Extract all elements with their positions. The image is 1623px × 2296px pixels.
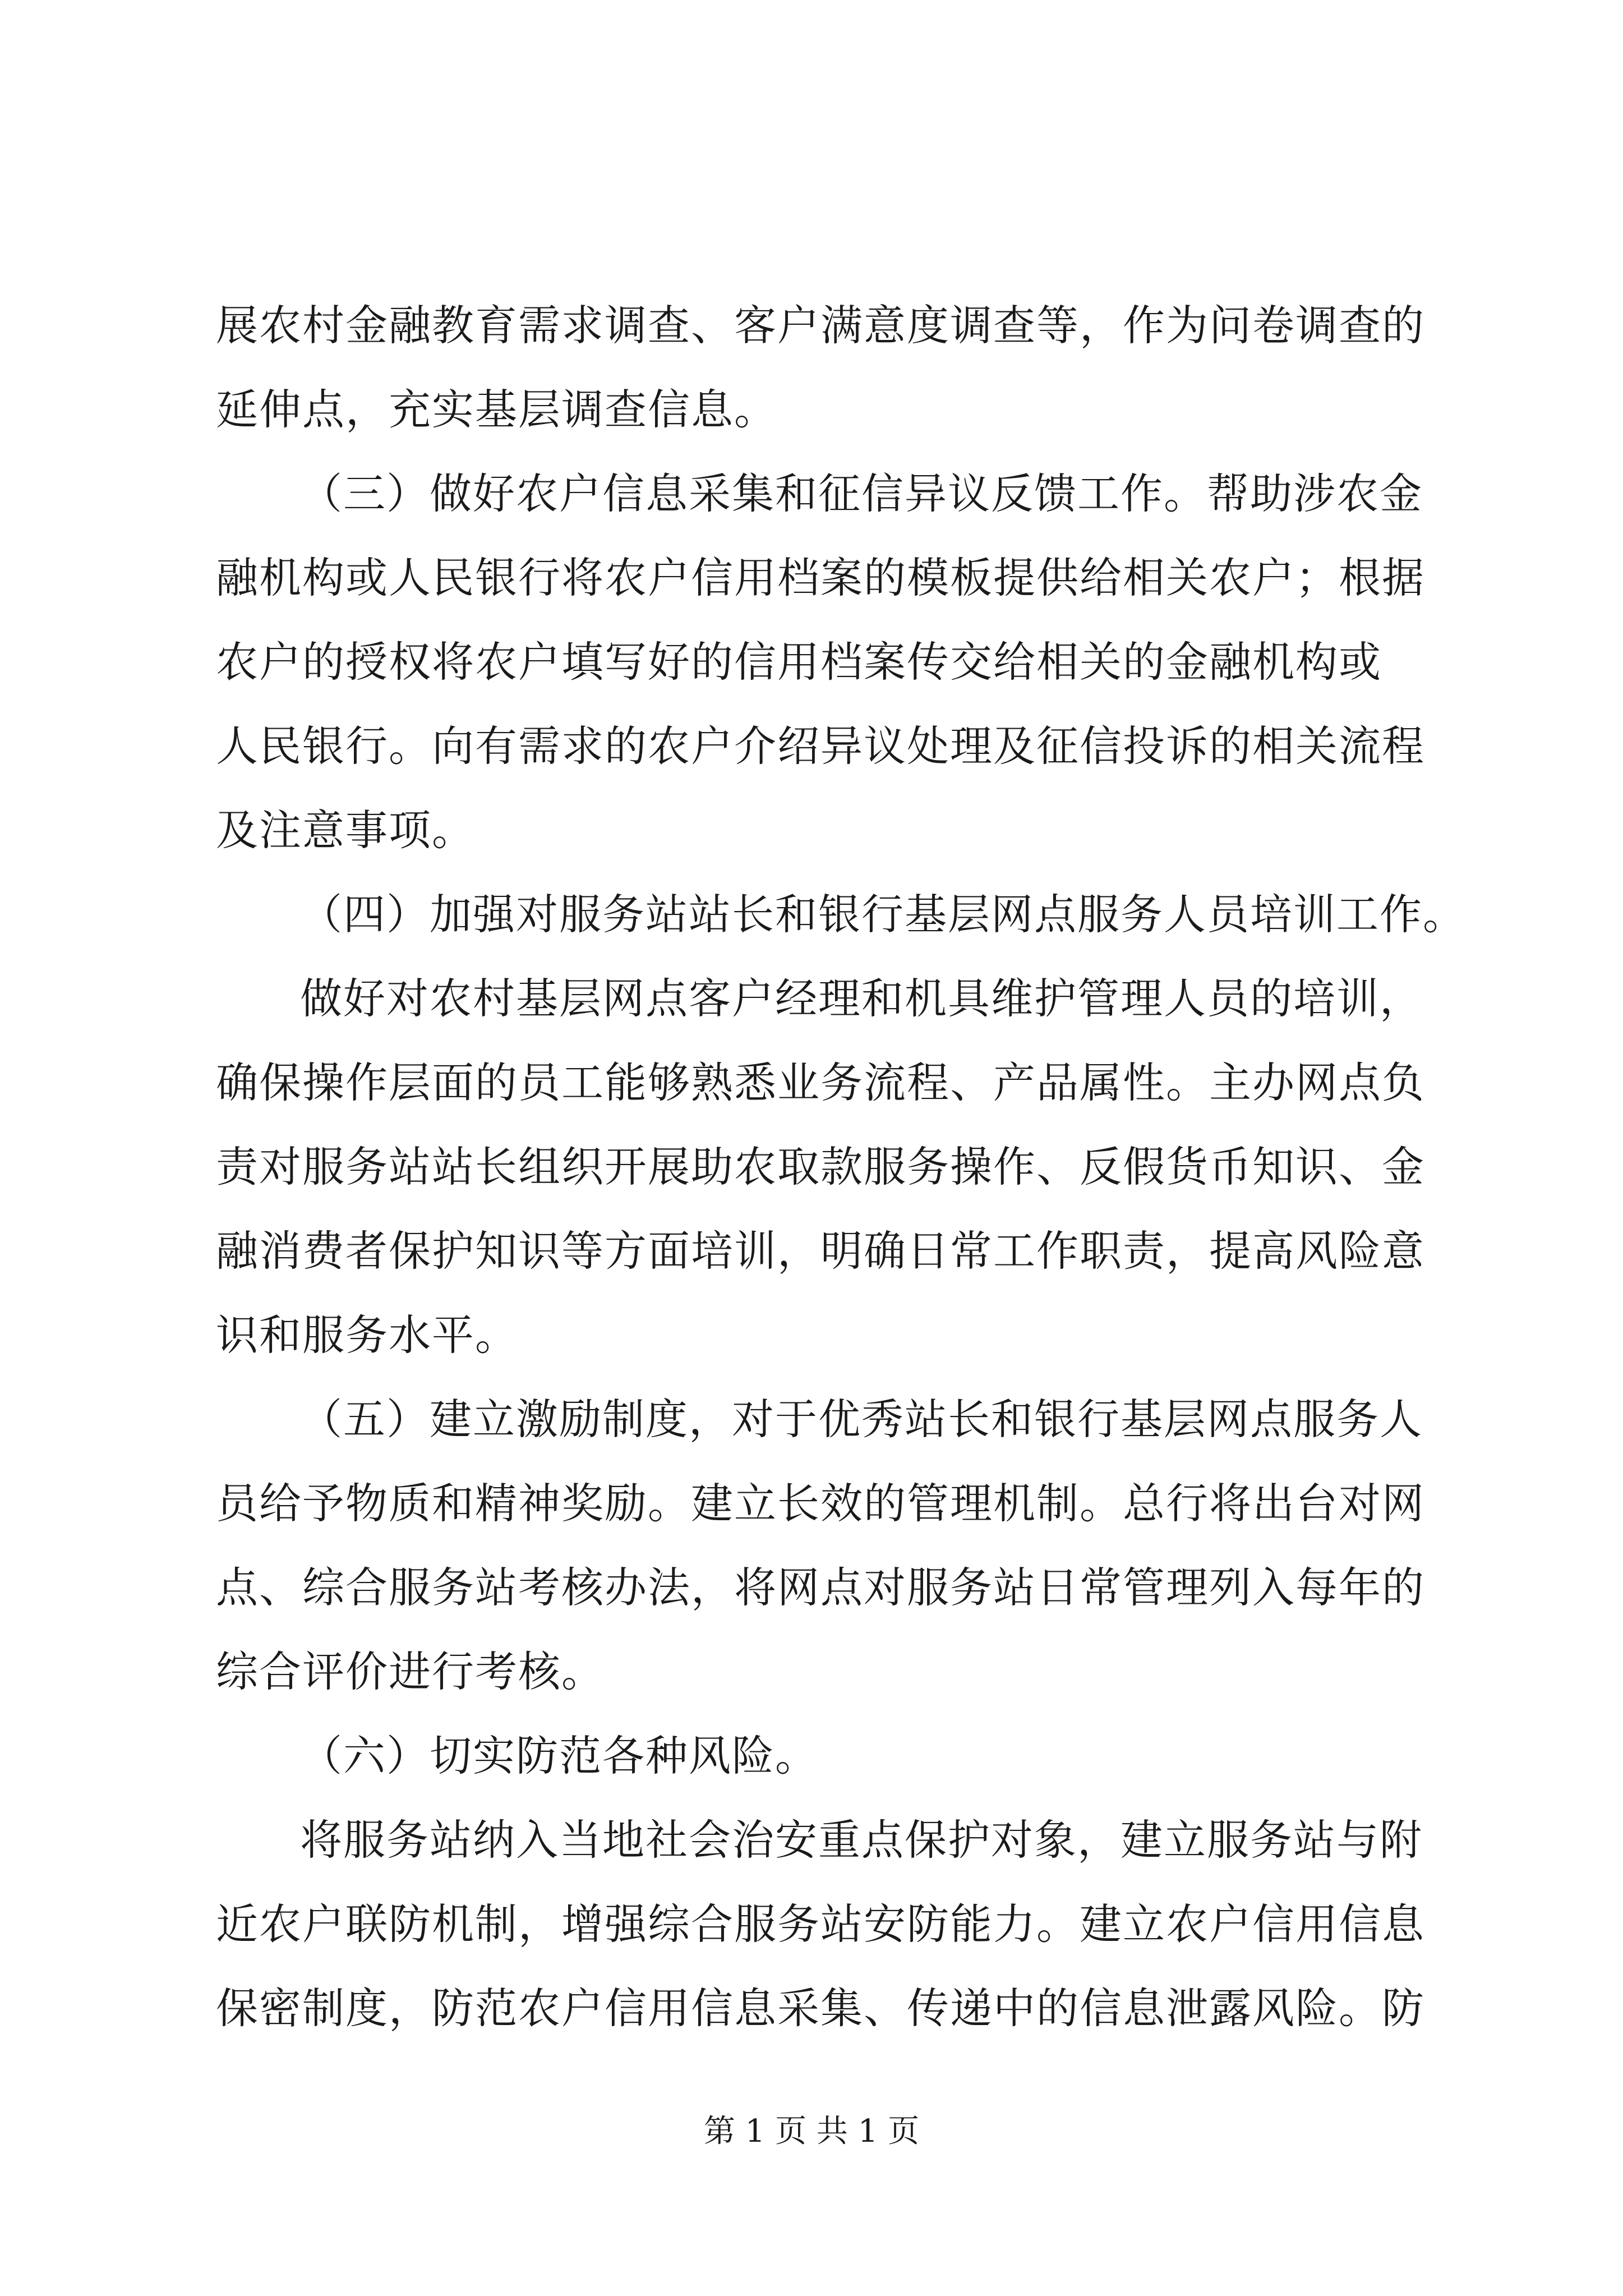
text-line: 展农村金融教育需求调查、客户满意度调查等，作为问卷调查的 bbox=[216, 301, 1426, 350]
text-line: （五）建立激励制度，对于优秀站长和银行基层网点服务人 bbox=[300, 1395, 1423, 1444]
text-line: 做好对农村基层网点客户经理和机具维护管理人员的培训， bbox=[300, 974, 1423, 1023]
text-line: 员给予物质和精神奖励。建立长效的管理机制。总行将出台对网 bbox=[216, 1479, 1426, 1528]
text-line: 确保操作层面的员工能够熟悉业务流程、产品属性。主办网点负 bbox=[216, 1058, 1426, 1107]
text-line: 融机构或人民银行将农户信用档案的模板提供给相关农户；根据 bbox=[216, 553, 1426, 602]
text-line: 识和服务水平。 bbox=[216, 1310, 519, 1360]
text-line: 责对服务站站长组织开展助农取款服务操作、反假货币知识、金 bbox=[216, 1142, 1426, 1191]
page-footer: 第 1 页 共 1 页 bbox=[703, 2113, 920, 2150]
text-line: 综合评价进行考核。 bbox=[216, 1647, 605, 1696]
text-line: 点、综合服务站考核办法，将网点对服务站日常管理列入每年的 bbox=[216, 1563, 1426, 1612]
text-line: 延伸点，充实基层调查信息。 bbox=[216, 385, 778, 434]
text-line: 及注意事项。 bbox=[216, 806, 476, 855]
text-line: （三）做好农户信息采集和征信异议反馈工作。帮助涉农金 bbox=[300, 469, 1423, 518]
text-line: 保密制度，防范农户信用信息采集、传递中的信息泄露风险。防 bbox=[216, 1984, 1426, 2033]
text-line: 人民银行。向有需求的农户介绍异议处理及征信投诉的相关流程 bbox=[216, 721, 1426, 771]
text-line: （六）切实防范各种风险。 bbox=[300, 1731, 819, 1780]
text-line: 近农户联防机制，增强综合服务站安防能力。建立农户信用信息 bbox=[216, 1899, 1426, 1949]
text-line: 融消费者保护知识等方面培训，明确日常工作职责，提高风险意 bbox=[216, 1226, 1426, 1276]
document-body bbox=[216, 283, 1467, 2050]
text-line: （四）加强对服务站站长和银行基层网点服务人员培训工作。 bbox=[300, 890, 1467, 939]
text-line: 农户的授权将农户填写好的信用档案传交给相关的金融机构或 bbox=[216, 637, 1382, 687]
text-line: 将服务站纳入当地社会治安重点保护对象，建立服务站与附 bbox=[300, 1815, 1423, 1865]
